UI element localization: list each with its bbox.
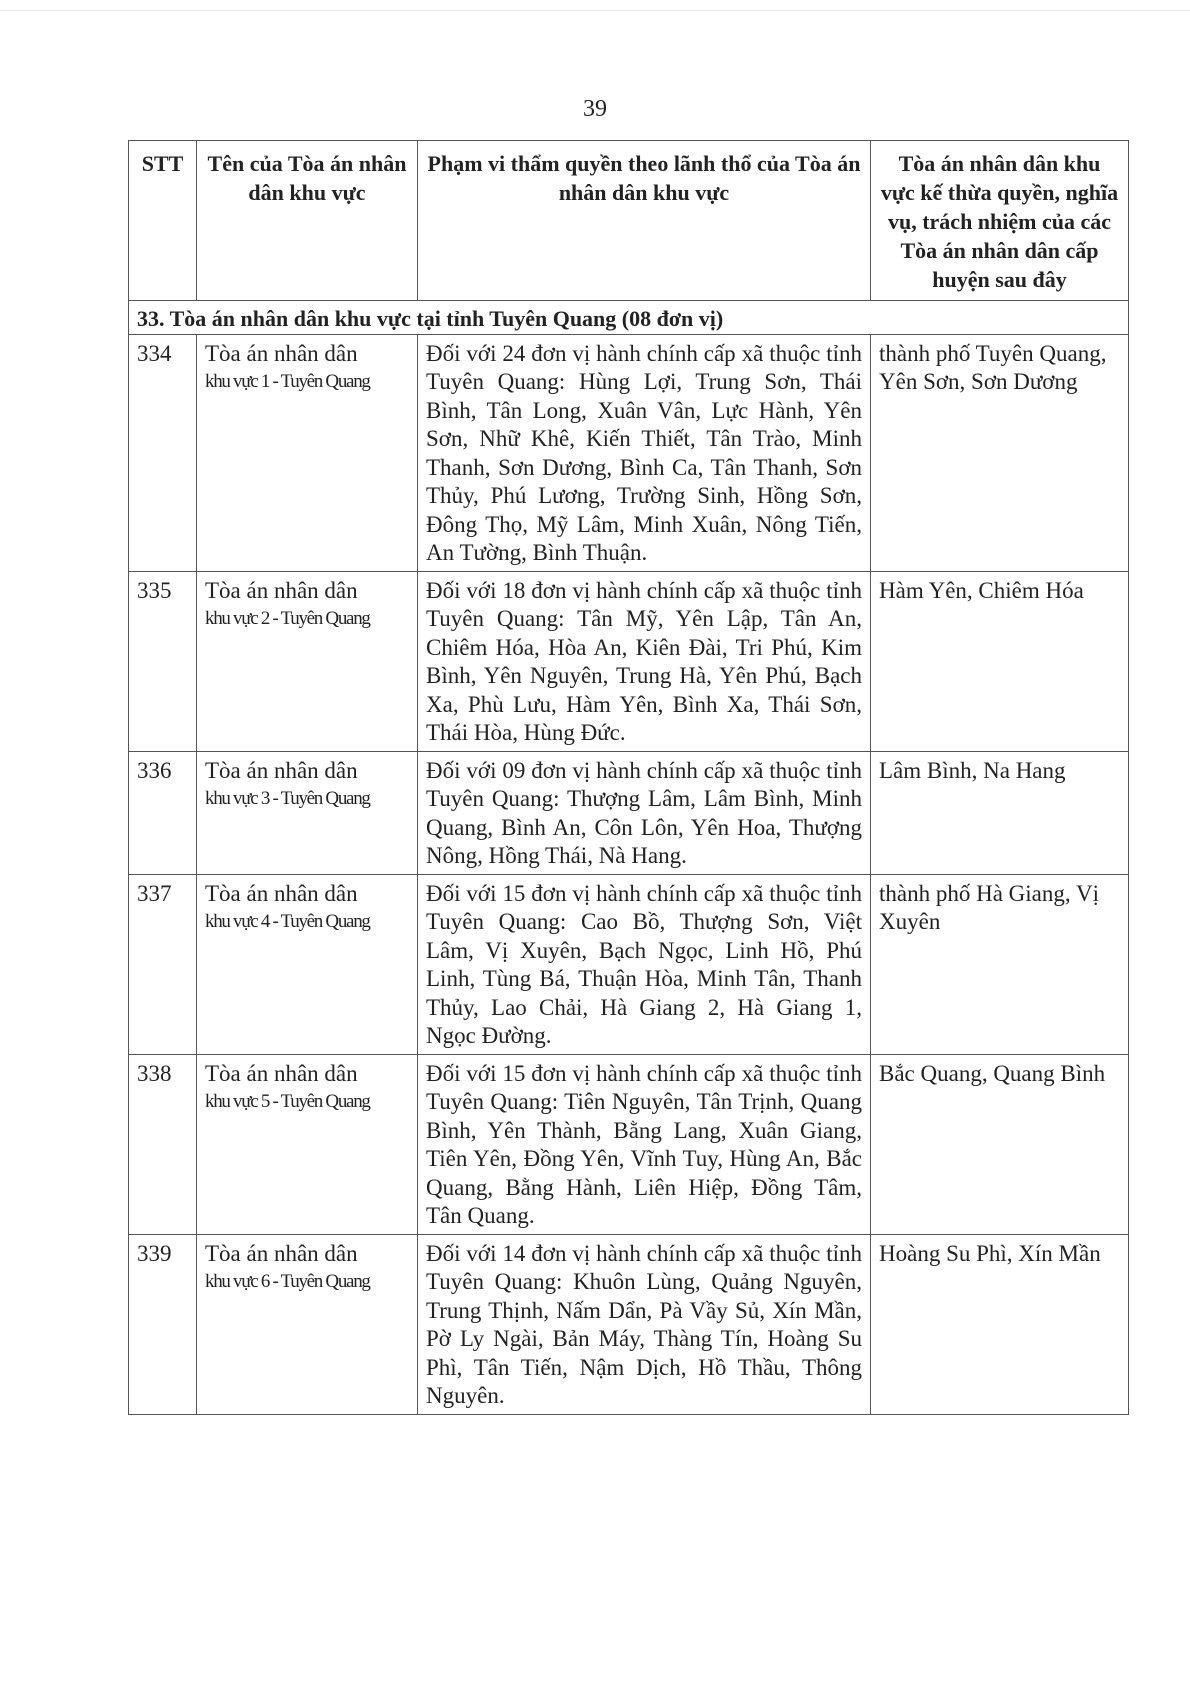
header-inherited-courts: Tòa án nhân dân khu vực kế thừa quyền, nghĩa vụ, trách nhiệm của các Tòa án nhân dân cấp huyện sau đây — [871, 141, 1129, 301]
row-jurisdiction-scope: Đối với 24 đơn vị hành chính cấp xã thuộc tỉnh Tuyên Quang: Hùng Lợi, Trung Sơn, Thái Bình, Tân Long, Xuân Vân, Lực Hành, Yên Sơn, Nhữ Khê, Kiến Thiết, Tân Trào, Minh Thanh, Sơn Dương, Bình Ca, Tân Thanh, Sơn Thủy, Phú Lương, Trường Sinh, Hồng Sơn, Đông Thọ, Mỹ Lâm, Minh Xuân, Nông Tiến, An Tường, Bình Thuận. — [418, 334, 871, 571]
row-jurisdiction-scope: Đối với 15 đơn vị hành chính cấp xã thuộc tỉnh Tuyên Quang: Cao Bồ, Thượng Sơn, Việt Lâm, Vị Xuyên, Bạch Ngọc, Linh Hồ, Phú Linh, Tùng Bá, Thuận Hòa, Minh Tân, Thanh Thủy, Lao Chải, Hà Giang 2, Hà Giang 1, Ngọc Đường. — [418, 874, 871, 1054]
table-header-row — [129, 141, 1129, 301]
row-jurisdiction-scope: Đối với 14 đơn vị hành chính cấp xã thuộc tỉnh Tuyên Quang: Khuôn Lùng, Quảng Nguyên, Trung Thịnh, Nấm Dẩn, Pà Vầy Sủ, Xín Mần, Pờ Ly Ngài, Bản Máy, Thàng Tín, Hoàng Su Phì, Tân Tiến, Nậm Dịch, Hồ Thầu, Thông Nguyên. — [418, 1234, 871, 1414]
section-title: 33. Tòa án nhân dân khu vực tại tỉnh Tuyên Quang (08 đơn vị) — [129, 301, 1129, 335]
row-inherited-courts: Hàm Yên, Chiêm Hóa — [871, 571, 1129, 751]
header-court-name: Tên của Tòa án nhân dân khu vực — [197, 141, 418, 301]
court-name-line1: Tòa án nhân dân — [205, 1060, 358, 1086]
row-stt: 336 — [129, 751, 197, 874]
court-name-line2: khu vực 6 - Tuyên Quang — [205, 1271, 370, 1292]
row-court-name — [197, 571, 418, 751]
court-name-line1: Tòa án nhân dân — [205, 577, 358, 603]
row-court-name — [197, 1234, 418, 1414]
row-inherited-courts: thành phố Hà Giang, Vị Xuyên — [871, 874, 1129, 1054]
row-stt: 338 — [129, 1054, 197, 1234]
section-title-row — [129, 301, 1129, 335]
court-name-line2: khu vực 4 - Tuyên Quang — [205, 911, 370, 932]
row-inherited-courts: Lâm Bình, Na Hang — [871, 751, 1129, 874]
court-name-line1: Tòa án nhân dân — [205, 757, 358, 783]
row-inherited-courts: Bắc Quang, Quang Bình — [871, 1054, 1129, 1234]
row-inherited-courts: Hoàng Su Phì, Xín Mần — [871, 1234, 1129, 1414]
page-number: 39 — [583, 96, 607, 122]
row-stt: 335 — [129, 571, 197, 751]
court-name-line2: khu vực 3 - Tuyên Quang — [205, 788, 370, 809]
table-row — [129, 751, 1129, 874]
row-stt: 337 — [129, 874, 197, 1054]
row-stt: 339 — [129, 1234, 197, 1414]
court-name-line2: khu vực 5 - Tuyên Quang — [205, 1091, 370, 1112]
row-court-name — [197, 751, 418, 874]
table-row — [129, 571, 1129, 751]
header-stt: STT — [129, 141, 197, 301]
court-name-line1: Tòa án nhân dân — [205, 340, 358, 366]
row-court-name — [197, 874, 418, 1054]
row-jurisdiction-scope: Đối với 09 đơn vị hành chính cấp xã thuộc tỉnh Tuyên Quang: Thượng Lâm, Lâm Bình, Minh Quang, Bình An, Côn Lôn, Yên Hoa, Thượng Nông, Hồng Thái, Nà Hang. — [418, 751, 871, 874]
table-row — [129, 334, 1129, 571]
table-row — [129, 1234, 1129, 1414]
court-name-line2: khu vực 2 - Tuyên Quang — [205, 608, 370, 629]
table-row — [129, 874, 1129, 1054]
row-jurisdiction-scope: Đối với 15 đơn vị hành chính cấp xã thuộc tỉnh Tuyên Quang: Tiên Nguyên, Tân Trịnh, Quang Bình, Yên Thành, Bằng Lang, Xuân Giang, Tiên Yên, Đồng Yên, Vĩnh Tuy, Hùng An, Bắc Quang, Bằng Hành, Liên Hiệp, Đồng Tâm, Tân Quang. — [418, 1054, 871, 1234]
row-stt: 334 — [129, 334, 197, 571]
scan-edge-line — [0, 10, 1190, 11]
row-court-name — [197, 334, 418, 571]
row-court-name — [197, 1054, 418, 1234]
row-jurisdiction-scope: Đối với 18 đơn vị hành chính cấp xã thuộc tỉnh Tuyên Quang: Tân Mỹ, Yên Lập, Tân An, Chiêm Hóa, Hòa An, Kiên Đài, Tri Phú, Kim Bình, Yên Nguyên, Trung Hà, Yên Phú, Bạch Xa, Phù Lưu, Hàm Yên, Bình Xa, Thái Sơn, Thái Hòa, Hùng Đức. — [418, 571, 871, 751]
table-row — [129, 1054, 1129, 1234]
court-name-line1: Tòa án nhân dân — [205, 1240, 358, 1266]
court-name-line1: Tòa án nhân dân — [205, 880, 358, 906]
court-name-line2: khu vực 1 - Tuyên Quang — [205, 371, 370, 392]
header-jurisdiction-scope: Phạm vi thẩm quyền theo lãnh thổ của Tòa án nhân dân khu vực — [418, 141, 871, 301]
row-inherited-courts: thành phố Tuyên Quang, Yên Sơn, Sơn Dương — [871, 334, 1129, 571]
court-jurisdiction-table — [128, 140, 1129, 1415]
